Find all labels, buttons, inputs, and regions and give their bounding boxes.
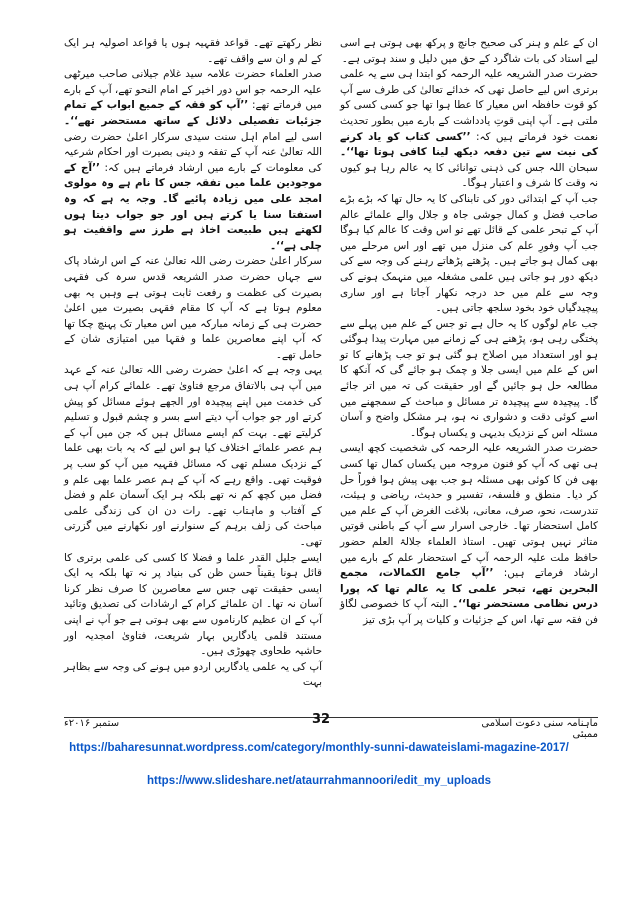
slideshare-link[interactable]: https://www.slideshare.net/ataurrahmannoori/edit_my_uploads (146, 775, 491, 787)
paragraph: ایسے جلیل القدر علما و فضلا کا کسی کی علمی برتری کا قائل ہونا یقیناً حسن ظن کی بنیاد پر نہ تھا بلکہ یہ ایک ایسی حقیقت تھی جس سے معاصرین کا صرف نظر کرنا آسان نہ تھا۔ ان علمائے کرام کے ارشادات کی تصدیق وتائید آپ کے ان عظیم کارناموں سے بھی ہوتی ہے جو آپ نے اپنی مستند قلمی یادگاریں بہار شریعت، فتاویٰ امجدیہ اور حاشیہ طحاوی چھوڑی ہیں۔ (64, 551, 322, 658)
bold-quote: ’’آپ جامع الکمالات، مجمع البحرین تھے، تبحر علمی کا یہ عالم تھا کہ پورا درس نظامی مستحضر تھا‘‘۔ (340, 567, 598, 611)
bold-quote: ’’آپ کو فقہ کے جمیع ابواب کے تمام جزئیات تفصیلی دلائل کے ساتھ مستحضر تھے‘‘۔ (64, 99, 322, 127)
paragraph (64, 67, 322, 254)
paragraph: نظر رکھتے تھے۔ قواعد فقہیہ ہوں یا قواعد اصولیہ ہر ایک کے لم و ان سے واقف تھے۔ (64, 37, 322, 65)
paragraph: سرکار اعلیٰ حضرت رضی اللہ تعالیٰ عنہ کے اس ارشاد پاک سے جہاں حضرت صدر الشریعہ قدس سرہ کی فقہی بصیرت کی عظمت و رفعت ثابت ہوتی ہے وہیں یہ بھی معلوم ہوتا ہے کہ آپ کا مقام فقہی بصیرت میں اعلیٰ حضرت ہی کے زمانہ مبارکہ میں اس معیار تک پہنچ چکا تھا کہ آپ اپنے معاصرین علما و فقہا میں امتیازی شان کے حامل تھے۔ (64, 255, 322, 361)
bold-quote: ’’کسی کتاب کو یاد کرنے کی نیت سے تین دفعہ دیکھ لینا کافی ہوتا تھا‘‘۔ (340, 130, 598, 159)
right-text-column (340, 36, 598, 629)
source-link[interactable]: https://baharesunnat.wordpress.com/category/monthly-sunni-dawateislami-magazine-2017/ (69, 742, 569, 754)
paragraph (340, 67, 598, 192)
paragraph-text: اسی لیے امام اہل سنت سیدی سرکار اعلیٰ حضرت رضی اللہ تعالیٰ عنہ آپ کے تفقہ و دینی بصیرت اور احکام شرعیہ کی معلومات کے بارے میں ارشاد فرماتے ہیں کہ: (64, 130, 322, 174)
paragraph-text: صدر العلماء حضرت علامہ سید غلام جیلانی صاحب میرٹھی علیہ الرحمہ جو اس دور اخیر کے امام النحو تھے، آپ کے بارے میں فرماتے تھے: (64, 68, 322, 112)
paragraph: جب آپ کے ابتدائی دور کی تابناکی کا یہ حال تھا کہ بڑے بڑے صاحب فضل و کمال جوشی جاہ و جلال والے علمائے عالم آپ کے تبحر علمی کے قائل تھے تو اس وقت کا عالم کیا ہوگا جب آپ وفورِ علم کی منزل میں تھے اور اس مرحلے میں بھی کمال ہو جاتے ہیں۔ پڑھتے پڑھاتے رہنے کی وجہ سے کی دیکھ دور ہو جاتی ہیں علمی مشغلہ میں منہمک ہونے کی وجہ سے علم میں حد درجہ نکھار آجاتا ہے اور ساری پیچیدگیاں خود بخود سلجھ جاتی ہیں۔ (340, 192, 598, 315)
page-number: 32 (311, 712, 331, 727)
paragraph (340, 441, 598, 628)
paragraph-text: البتہ آپ کا خصوصی لگاؤ فن فقہ سے تھا، اس کے جزئیات و کلیات پر آپ بڑی تیز (340, 598, 598, 626)
magazine-title: ماہنامہ سنی دعوت اسلامی ممبئی (481, 718, 598, 740)
paragraph: جب عام لوگوں کا یہ حال ہے تو جس کے علم میں پہلے سے پختگی رہی ہو، پڑھنے ہی کے زمانے میں مہارت پیدا ہوگئی ہو اور استعداد میں اصلاح ہو گئی ہو تو جب پڑھانے کا تو اس کے علم میں ایسی جلا و چمک ہو جائے گی کہ آنکھ کا مطالعہ حل ہو جائیں گے اور حقیقت کی تہ میں اتر جائے گا۔ پیچیدہ سے پیچیدہ تر مسائل و مباحث کے سمجھنے میں اسے کوئی دقت و دشواری نہ ہو، ہر مشکل واضح و آسان مسئلہ اس کے نزدیک بدیہی و یکساں ہوگا۔ (340, 317, 598, 439)
paragraph: آپ کی یہ علمی یادگاریں اردو میں ہونے کی وجہ سے بظاہر بہت (64, 660, 322, 689)
paragraph-text: حضرت صدر الشریعہ علیہ الرحمہ کو ابتدا ہی سے یہ علمی برتری اس لیے حاصل تھی کہ خدائے تعالیٰ کی طرف سے آپ کو قوت حافظہ اس معیار کا عطا ہوا تھا جو کسی کسی کو ملتی ہے۔ آپ اپنی قوتِ یادداشت کے بارے میں بطور تحدیث نعمت خود فرماتے ہیں کہ: (340, 68, 599, 143)
issue-date: ستمبر ۲۰۱۶ء (64, 718, 120, 729)
paragraph-text: سبحان اللہ جس کی ذہنی توانائی کا یہ عالم رہا ہو کیوں نہ وقت کا شرف و اعتبار ہوگا۔ (340, 161, 598, 190)
paragraph: ان کے علم و ہنر کی صحیح جانچ و پرکھ بھی ہوتی ہے اسی لیے استاد کی بات شاگرد کے حق میں دلیل و سند ہوتی ہے۔ (340, 37, 598, 65)
paragraph: یہی وجہ ہے کہ اعلیٰ حضرت رضی اللہ تعالیٰ عنہ کے عہد میں آپ ہی بالاتفاق مرجع فتاویٰ تھے۔ علمائے کرام آپ ہی کی خدمت میں اپنے پیچیدہ اور الجھے ہوئے مسائل کو پیش کرتے اور جو جواب آپ دیتے اسے بسر و چشم قبول و تسلیم کرلیتے تھے۔ بہت کم ایسے مسائل ہیں کہ جن میں آپ کے ہم عصر علمائے اختلاف کیا ہو اس لیے کہ یہ بات بھی علما کے نزدیک مسلم تھی کہ مسائل فقہیہ میں آپ کو سب پر فوقیت تھی۔ واقع رہے کہ آپ کے ہم عصر علما بھی علم و فضل میں کچھ کم نہ تھے بلکہ ہر ایک آسمان علم و فضل کے آفتاب و ماہتاب تھے۔ رات دن ان کی زندگی علمی مباحث کی زلف برہم کے سنوارنے اور نکھارنے میں گزرتی تھی۔ (64, 364, 322, 548)
paragraph-text: حضرت صدر الشریعہ علیہ الرحمہ کی شخصیت کچھ ایسی ہی تھی کہ آپ کو فنون مروجہ میں یکساں کمال تھا کسی بھی فن کا کوئی بھی مسئلہ ہو جب بھی پیش ہوا فوراً حل کر دیا۔ منطق و فلسفہ، تفسیر و حدیث، ریاضی و ہیئت، تندرست، نحو، صرف، معانی، بلاغت الغرض آپ کے علم میں کامل استحضار تھا۔ خارجی اسرار سے آپ کے باطنی قوتیں متاثر نہیں ہوتی تھیں۔ استاذ العلماء جلالۃ العلم حضور حافظ ملت علیہ الرحمہ آپ کے استحضار علم کے بارے میں ارشاد فرماتے ہیں: (340, 442, 598, 580)
bold-quote: ’’آج کے موجودین علما میں تفقہ جس کا نام ہے وہ مولوی امجد علی میں زیادہ پائیے گا۔ وجہ یہ ہے کہ وہ استفتا سنا یا کرتے ہیں اور جو جواب دیتا ہوں لکھتے ہیں طبیعت اخاذ ہے طرز سے واقفیت ہو چلی ہے‘‘۔ (64, 161, 322, 252)
left-text-column (64, 36, 322, 691)
